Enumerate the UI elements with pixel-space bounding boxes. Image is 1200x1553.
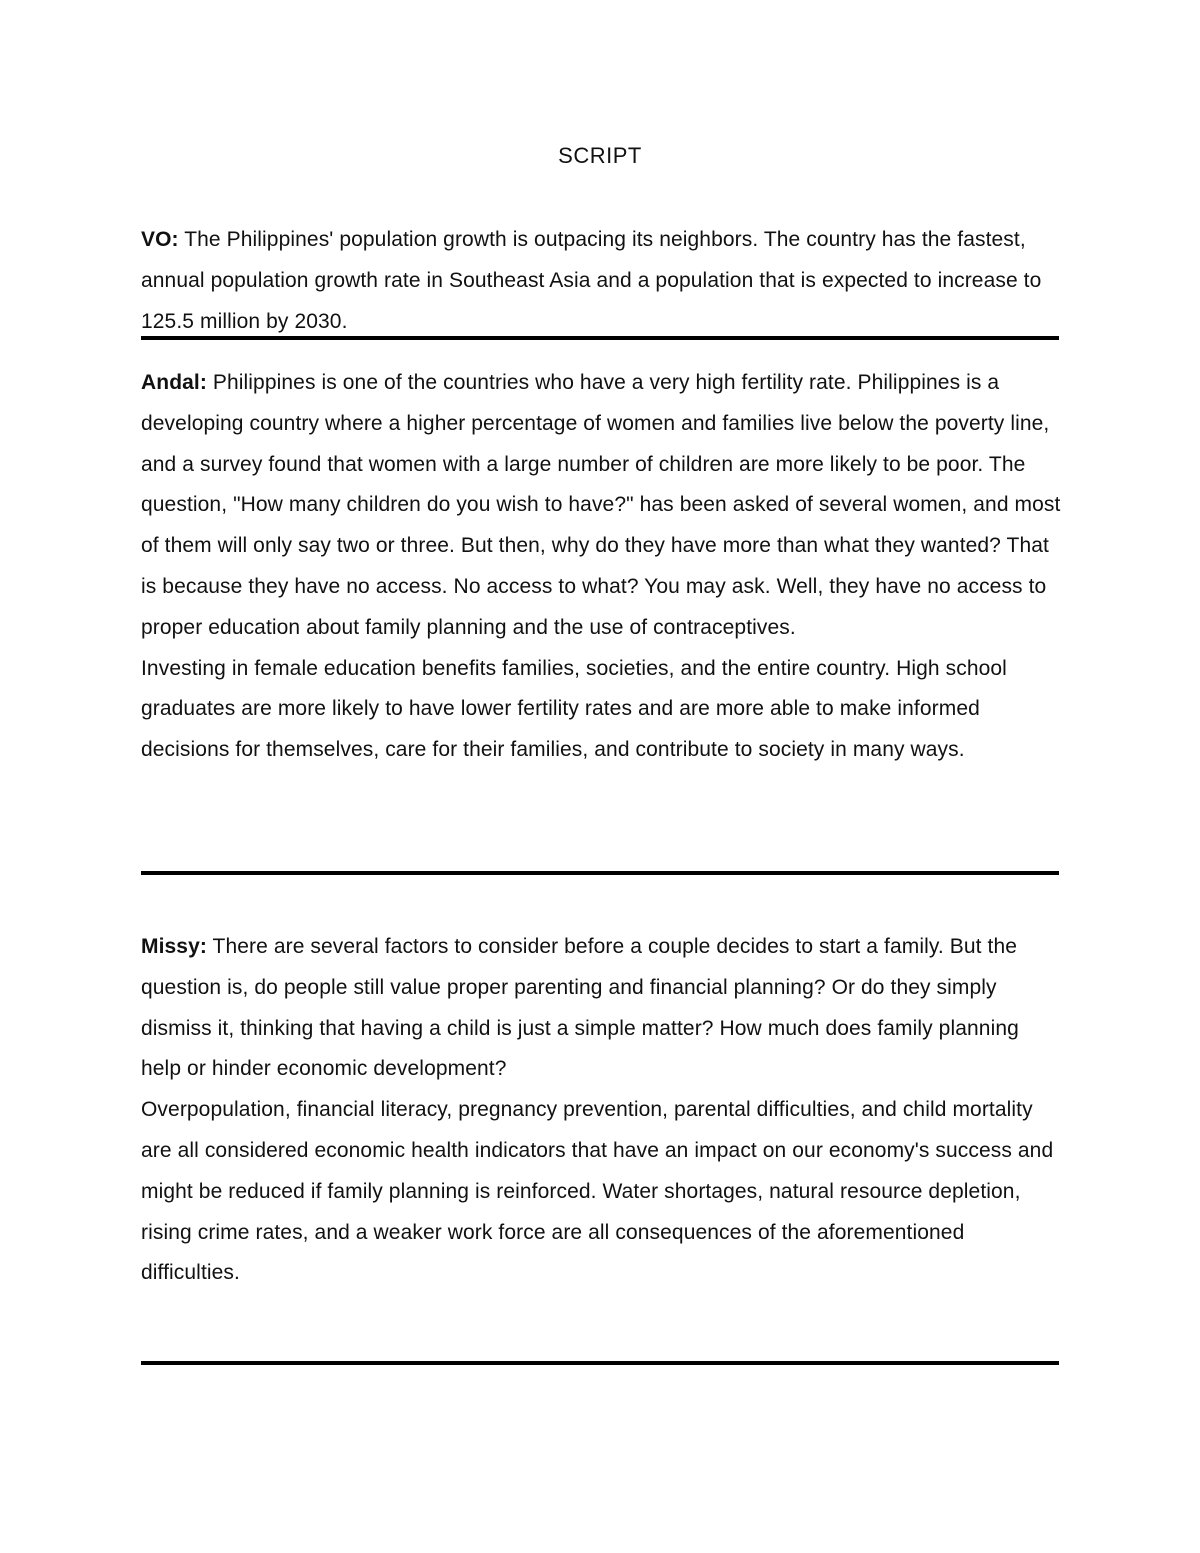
andal-text-1: Philippines is one of the countries who have a very high fertility rate. Philippines is a developing country where a higher percentage of women and families live below the poverty line, and a survey found that women with a large number of children are more likely to be poor. The question, "How many children do you wish to have?" has been asked of several women, and most of them will only say two or three. But then, why do they have more than what they wanted? That is because they have no access. No access to what? You may ask. Well, they have no access to proper education about family planning and the use of contraceptives.	[141, 371, 1061, 639]
speaker-label-missy: Missy:	[141, 935, 207, 958]
section-divider	[141, 871, 1059, 875]
missy-paragraph-1	[141, 927, 1063, 1090]
section-divider	[141, 1361, 1059, 1365]
andal-entry	[141, 363, 1063, 771]
missy-text-1: There are several factors to consider before a couple decides to start a family. But the question is, do people still value proper parenting and financial planning? Or do they simply dismiss it, thinking that having a child is just a simple matter? How much does family planning help or hinder economic development?	[141, 935, 1019, 1081]
document-title: SCRIPT	[558, 143, 642, 168]
vo-paragraph	[141, 220, 1063, 342]
vo-entry	[141, 220, 1063, 342]
speaker-label-vo: VO:	[141, 228, 179, 251]
missy-entry	[141, 927, 1063, 1294]
vo-text: The Philippines' population growth is outpacing its neighbors. The country has the fastest, annual population growth rate in Southeast Asia and a population that is expected to increase to 125.5 million by 2030.	[141, 228, 1042, 333]
speaker-label-andal: Andal:	[141, 371, 207, 394]
section-divider	[141, 336, 1059, 340]
andal-paragraph-2: Investing in female education benefits families, societies, and the entire country. High school graduates are more likely to have lower fertility rates and are more able to make informed decisions for themselves, care for their families, and contribute to society in many ways.	[141, 656, 1007, 762]
andal-paragraph-1	[141, 363, 1063, 649]
missy-paragraph-2: Overpopulation, financial literacy, pregnancy prevention, parental difficulties, and child mortality are all considered economic health indicators that have an impact on our economy's success and might be reduced if family planning is reinforced. Water shortages, natural resource depletion, rising crime rates, and a weaker work force are all consequences of the aforementioned difficulties.	[141, 1098, 1054, 1285]
